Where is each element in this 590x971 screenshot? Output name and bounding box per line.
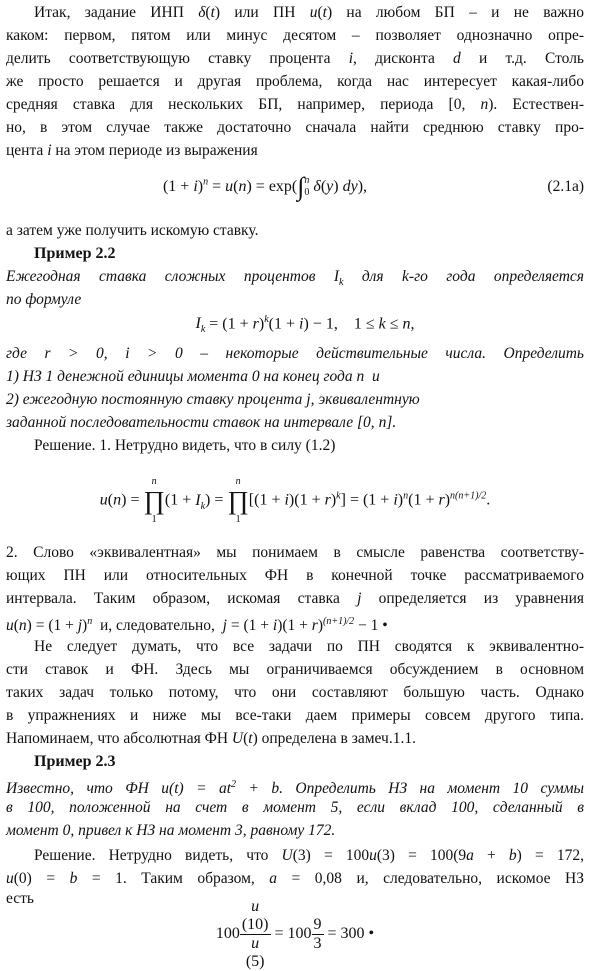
para1-line-5: средняя ставка для нескольких БП, например, периода [0, n). Естествен-	[6, 96, 584, 113]
example-2-2-solution: Решение. 1. Нетрудно видеть, что в силу (1.2)	[34, 437, 336, 454]
example-2-3-solution-1: Решение. Нетрудно видеть, что U(3) = 100u(3) = 100(9a + b) = 172,	[34, 847, 584, 864]
example-2-2-line-2: по формуле	[6, 291, 82, 308]
equation-2-1a: $(1 + i)^n = u(n) = \exp(\int$ n 0 δ(y) dy),	[162, 172, 368, 201]
example-2-2-after-2: ющих ПН или относительных ФН в конечной точке рассматриваемого	[6, 567, 584, 584]
example-2-2-line-1: Ежегодная ставка сложных процентов $I_k$ для k-го года определяется	[6, 268, 585, 289]
example-2-2-after-3: интервала. Таким образом, искомая ставка j определяется из уравнения	[6, 590, 584, 607]
example-2-3-final-formula: 100 u (10) u (5) = 100 $\frac{9}{3}$ = 300 •	[215, 898, 375, 970]
para1-line-6: но, в этом случае также достаточно сначала найти среднюю ставку про-	[6, 119, 584, 136]
example-2-2-product-formula: u(n) = n ∏ 1 $(1 + I_k)$ = n ∏ 1 $[(1 + i)(1 + r)^k] = (1 + i)^n(1 + r)^{n(n+1)/2}$.	[99, 476, 491, 525]
equation-label-2-1a: (2.1a)	[547, 178, 584, 195]
example-2-3-solution-3: есть	[6, 890, 34, 907]
para3-line-2: сти ставок и ФН. Здесь мы ограничиваемся обсуждением в основном	[6, 661, 584, 678]
example-2-2-after-4: $u(n) = (1 + j)^n$ и, следовательно, $j = (1 + i)(1 + r)^{(n+1)/2} - 1$ •	[6, 616, 388, 635]
example-2-3-line-1: Известно, что ФН $u(t) = at^2 + b$. Определить НЗ на момент 10 суммы	[6, 779, 584, 798]
example-2-3-line-3: момент 0, привел к НЗ на момент 3, равному 172.	[6, 822, 336, 839]
example-2-2-formula: $I_k = (1 + r)^k(1 + i) - 1$, 1 ≤ k ≤ n,	[195, 314, 415, 336]
example-2-2-line-5: 2) ежегодную постоянную ставку процента j, эквивалентную	[6, 391, 420, 408]
para1-line-3: делить соответствующую ставку процента i, дисконта d и т.д. Столь	[6, 50, 584, 67]
para1-line-1: Итак, задание ИНП δ(t) или ПН u(t) на любом БП – и не важно	[34, 4, 584, 21]
para3-line-4: в упражнениях и ниже мы все-таки даем примеры совсем другого типа.	[6, 707, 584, 724]
para1-line-7: цента i на этом периоде из выражения	[6, 142, 258, 159]
example-2-2-title: Пример 2.2	[34, 245, 116, 262]
example-2-3-title: Пример 2.3	[34, 753, 116, 770]
example-2-2-line-3: где r > 0, i > 0 – некоторые действительные числа. Определить	[6, 345, 584, 362]
example-2-3-solution-2: u(0) = b = 1. Таким образом, a = 0,08 и, следовательно, искомое НЗ	[6, 870, 584, 887]
para2: а затем уже получить искомую ставку.	[6, 222, 259, 239]
para3-line-3: таких задач только потому, что они составляют большую часть. Однако	[6, 684, 584, 701]
example-2-3-line-2: в 100, положенной на счет в момент 5, если вклад 100, сделанный в	[6, 799, 584, 816]
para3-line-1: Не следует думать, что все задачи по ПН сводятся к эквивалентно-	[34, 638, 584, 655]
example-2-2-after-1: 2. Слово «эквивалентная» мы понимаем в смысле равенства соответству-	[6, 544, 584, 561]
example-2-2-line-6: заданной последовательности ставок на интервале [0, n].	[6, 414, 397, 431]
para1-line-2: каком: первом, пятом или минус десятом – позволяет однозначно опре-	[6, 27, 584, 44]
para1-line-4: же просто решается и другая проблема, когда нас интересует какая-либо	[6, 73, 584, 90]
example-2-2-line-4: 1) НЗ 1 денежной единицы момента 0 на конец года n и	[6, 368, 380, 385]
para3-line-5: Напоминаем, что абсолютная ФН U(t) определена в замеч.1.1.	[6, 730, 416, 747]
